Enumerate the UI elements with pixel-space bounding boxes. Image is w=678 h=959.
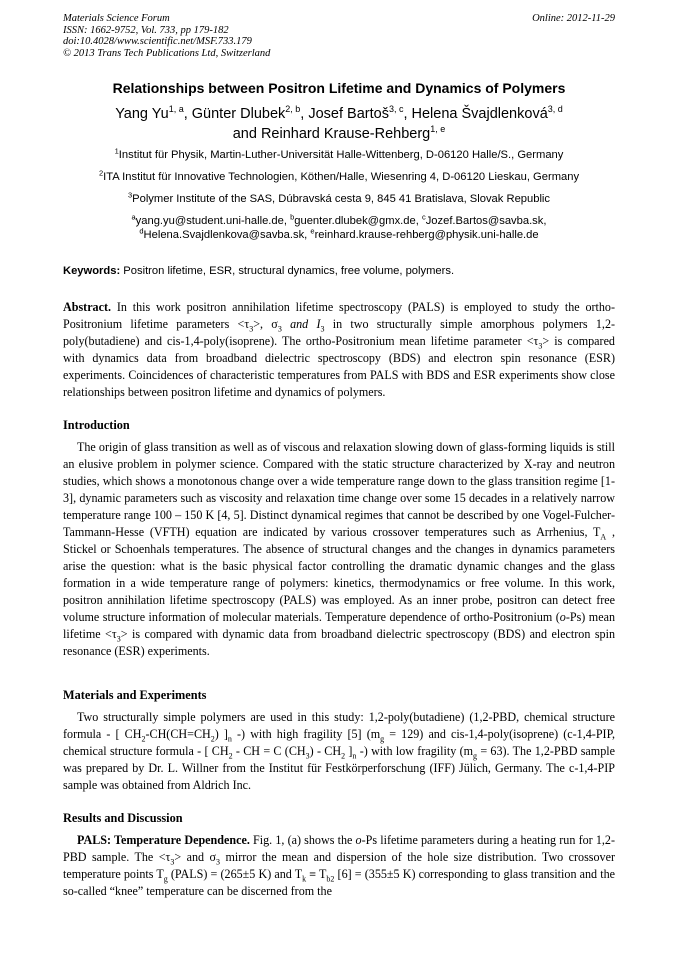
author-sup: 3, c	[388, 104, 404, 115]
doi: doi:10.4028/www.scientific.net/MSF.733.179	[63, 36, 252, 47]
online-date: Online: 2012-11-29	[532, 13, 615, 24]
text-run: -Ps) mean lifetime <τ	[63, 610, 615, 641]
author-name: , Josef Bartoš	[300, 106, 389, 122]
keywords-label: Keywords:	[63, 265, 121, 277]
subscript: b2	[326, 874, 335, 884]
subscript: k	[302, 874, 307, 884]
text-run: (PALS) = (265±5 K) and T	[167, 867, 303, 881]
subscript: 3	[320, 324, 325, 334]
subscript: 3	[216, 857, 221, 867]
author-list	[63, 104, 615, 144]
affiliation-text: Institut für Physik, Martin-Luther-Universität Halle-Wittenberg, D-06120 Halle/S., Germany	[118, 149, 564, 161]
text-run: > and σ	[174, 850, 217, 864]
email: yang.yu@student.uni-halle.de,	[135, 215, 291, 227]
text-run: >, σ	[253, 317, 278, 331]
paper-title: Relationships between Positron Lifetime and Dynamics of Polymers	[112, 80, 566, 96]
italic-run: o	[559, 610, 566, 624]
materials-paragraph	[63, 709, 615, 794]
author-name: and Reinhard Krause-Rehberg	[232, 126, 431, 142]
subscript: g	[163, 874, 168, 884]
section-heading: Introduction	[63, 418, 130, 432]
email-sup: a	[131, 212, 136, 222]
section-heading: Materials and Experiments	[63, 688, 207, 702]
email-sup: d	[139, 226, 144, 236]
journal-meta	[63, 13, 615, 59]
journal-name: Materials Science Forum	[63, 13, 170, 24]
email: Helena.Svajdlenkova@savba.sk,	[143, 229, 311, 241]
text-run: The origin of glass transition as well as of viscous and relaxation slowing down of glass-forming liquids is still an elusive problem in polymer science. Compared with the static structure characterized by X-ray and neutron studies, which shows a monotonous change over a wide temperature range down to the glass transition regime [1-3], dynamic parameters such as viscosity and relaxation time change over some 15 decades in a relatively narrow temperature range 100 – 150 K [4, 5]. Distinct dynamical regimes that cannot be described by one Vogel-Fulcher-Tammann-Hesse (VFTH) equation are indicated by various crossover temperatures such as Arrhenius, T	[63, 440, 615, 539]
section-heading: Results and Discussion	[63, 811, 183, 825]
subscript: 2	[341, 751, 346, 761]
text-run: In this work positron annihilation lifetime spectroscopy (PALS) is employed to study the ortho-Positronium lifetime parameters <τ	[63, 300, 615, 331]
introduction-paragraph	[63, 439, 615, 660]
text-run: , Stickel or Schoenhals temperatures. The absence of structural changes and the changes in dynamics parameters arise the question: what is the basic physical factor controlling the dramatic dynamic changes and the glass formation in a wide temperature range of polymers: kinetics, thermodynamics or free volume. In this work, positron annihilation lifetime spectroscopy (PALS) was employed. As an inner probe, positron can detect free volume structure information of molecular materials. Temperature dependence of ortho-Positronium (	[63, 525, 616, 624]
affiliation-sup: 1	[114, 146, 119, 156]
email-sup: e	[310, 226, 315, 236]
text-run: = 63). The 1,2-PBD sample was prepared by Dr. L. Willner from the Institut für Festkörperforschung (IFF) Jülich, Germany. The c-1,4-PIP sample was obtained from Aldrich Inc.	[63, 744, 615, 792]
subscript: 2	[141, 734, 146, 744]
email: Jozef.Bartos@savba.sk,	[425, 215, 547, 227]
subscript: 3	[305, 751, 310, 761]
abstract	[63, 299, 615, 401]
text-run: -Ps lifetime parameters during a heating run for 1,2-PBD sample. The <τ	[63, 833, 615, 864]
results-paragraph	[63, 832, 615, 900]
subscript: n	[227, 734, 232, 744]
subscript: 3	[249, 324, 254, 334]
subscript: g	[473, 751, 478, 761]
subscript: 3	[538, 341, 543, 351]
italic-run: o	[355, 833, 362, 847]
text-run: Fig. 1, (a) shows the	[249, 833, 356, 847]
text-run: -CH(CH=CH	[145, 727, 211, 741]
text-run: and I	[281, 317, 321, 331]
paragraph-label: PALS: Temperature Dependence.	[77, 833, 250, 847]
subscript: 3	[277, 324, 282, 334]
author-sup: 2, b	[285, 104, 301, 115]
author-name: Yang Yu	[115, 106, 169, 122]
text-run: > is compared with dynamic data from broadband dielectric spectroscopy (BDS) and electron spin resonance (ESR) experiments.	[63, 627, 615, 658]
subscript: 3	[170, 857, 175, 867]
email-sup: c	[421, 212, 426, 222]
author-sup: 3, d	[547, 104, 563, 115]
author-name: , Günter Dlubek	[183, 106, 286, 122]
author-sup: 1, a	[168, 104, 184, 115]
keywords	[63, 265, 615, 277]
email-sup: b	[290, 212, 295, 222]
text-run: in two structurally simple amorphous polymers 1,2-poly(butadiene) and cis-1,4-poly(isoprene). The ortho-Positronium mean lifetime parameter <τ	[63, 317, 616, 348]
subscript: 2	[210, 734, 215, 744]
affiliation-text: ITA Institut für Innovative Technologien, Köthen/Halle, Wiesenring 4, D-06120 Lieskau, Germany	[103, 171, 580, 183]
author-name: , Helena Švajdlenková	[403, 106, 548, 122]
subscript: 2	[228, 751, 233, 761]
author-sup: 1, e	[430, 124, 446, 135]
text-run: ) - CH	[309, 744, 342, 758]
text-run: ]	[345, 744, 353, 758]
text-run: ≡ T	[306, 867, 327, 881]
text-run: = 129) and cis-1,4-poly(isoprene) (c-1,4-PIP, chemical structure formula - [ CH	[63, 727, 615, 758]
affiliation-text: Polymer Institute of the SAS, Dúbravská cesta 9, 845 41 Bratislava, Slovak Republic	[132, 193, 551, 205]
affiliation	[50, 190, 628, 205]
text-run: mirror the mean and dispersion of the hole size distribution. Two crossover temperature points T	[63, 850, 615, 881]
author-emails	[63, 214, 615, 242]
text-run: ) ]	[214, 727, 228, 741]
subscript: g	[380, 734, 385, 744]
text-run: Two structurally simple polymers are used in this study: 1,2-poly(butadiene) (1,2-PBD, chemical structure formula - [ CH	[63, 710, 615, 741]
keywords-text: Positron lifetime, ESR, structural dynamics, free volume, polymers.	[120, 265, 455, 277]
affiliation-sup: 3	[127, 190, 133, 200]
text-run: - CH = C (CH	[232, 744, 306, 758]
subscript: A	[600, 532, 607, 542]
affiliation	[50, 146, 628, 161]
email: guenter.dlubek@gmx.de,	[294, 215, 422, 227]
text-run: -) with high fragility [5] (m	[231, 727, 381, 741]
text-run: -) with low fragility (m	[356, 744, 474, 758]
copyright: © 2013 Trans Tech Publications Ltd, Switzerland	[63, 47, 271, 59]
abstract-label: Abstract.	[63, 300, 112, 314]
subscript: 3	[116, 634, 121, 644]
affiliation-sup: 2	[98, 168, 104, 178]
email: reinhard.krause-rehberg@physik.uni-halle.de	[314, 229, 539, 241]
text-run: > is compared with dynamics data from broadband dielectric spectroscopy (BDS) and electron spin resonance (ESR) experiments. Coincidences of characteristic temperatures from PALS with BDS and ESR experiments show close relationships between positron lifetime and dynamics of polymers.	[63, 334, 615, 399]
subscript: n	[352, 751, 357, 761]
issn: ISSN: 1662-9752, Vol. 733, pp 179-182	[63, 24, 229, 36]
affiliation	[50, 168, 628, 183]
text-run: [6] = (355±5 K) corresponding to glass transition and the so-called “knee” temperature can be discerned from the	[63, 867, 615, 898]
